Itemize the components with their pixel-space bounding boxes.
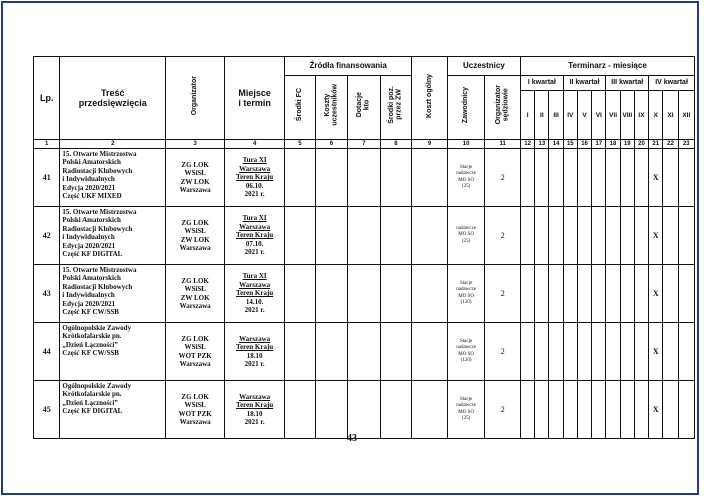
month-cell-x: X [649,323,663,381]
row-srodki-poz [380,381,412,439]
table-row [34,149,695,207]
month-cell [620,207,634,265]
month-cell [535,381,549,439]
row-tresc: Ogólnopolskie Zawody Krótkofalarskie pn. „Dzień Łączności” Część KF CW/SSB [60,323,166,381]
row-sedziowie: 2 [485,207,521,265]
row-dotacje [348,207,381,265]
column-number: 10 [447,140,485,149]
month-cell [663,149,678,207]
row-miejsce: Warszawa Teren Kraju [236,334,274,352]
month-cell [535,323,549,381]
row-koszty [315,207,348,265]
month-cell [549,323,563,381]
month-cell [563,149,577,207]
header-miejsce: Miejsce i termin [225,57,285,140]
month-label: X [649,91,663,140]
row-dotacje [348,149,381,207]
month-cell [563,381,577,439]
row-koszty [315,381,348,439]
row-srodki-poz [380,323,412,381]
row-termin: 14.10. 2021 r. [244,297,265,315]
row-koszty [315,149,348,207]
column-number: 17 [592,140,606,149]
month-label: V [577,91,591,140]
header-uczestnicy: Uczestnicy [447,57,520,76]
month-cell [577,207,591,265]
column-number: 3 [166,140,225,149]
month-cell [521,207,535,265]
column-number: 21 [649,140,663,149]
column-number: 19 [620,140,634,149]
month-label: II [535,91,549,140]
row-zawodnicy: nadawcze MO SO (25) [447,207,485,265]
month-cell [535,207,549,265]
header-koszt-ogolny: Koszt ogólny [412,57,448,140]
month-cell [577,265,591,323]
column-number: 2 [60,140,166,149]
row-koszt-ogolny [412,323,448,381]
month-cell [549,207,563,265]
row-dotacje [348,381,381,439]
row-miejsce: Tura XI Warszawa Teren Kraju [236,156,274,182]
month-cell [606,265,620,323]
month-cell [634,381,648,439]
month-cell [521,381,535,439]
quarter-label: IV kwartał [649,76,695,91]
month-cell [634,323,648,381]
row-miejsce: Tura XI Warszawa Teren Kraju [236,272,274,298]
row-lp: 42 [34,207,60,265]
row-tresc: 15. Otwarte Mistrzostwa Polski Amatorskich Radiostacji Klubowych i Indywidualnych Edycja 2020/2021 Część KF CW/SSB [60,265,166,323]
column-number: 15 [563,140,577,149]
month-cell [577,149,591,207]
row-srodki-fc [285,149,316,207]
row-organizator: ZG LOK WSiSŁ ZW LOK Warszawa [166,149,225,207]
month-cell [663,381,678,439]
month-cell [620,265,634,323]
row-koszt-ogolny [412,149,448,207]
header-organizator: Organizator [166,57,225,140]
header-dotacje: Dotacje kto [348,76,381,140]
quarter-label: I kwartał [521,76,564,91]
row-srodki-poz [380,207,412,265]
month-cell [634,207,648,265]
month-label: XI [663,91,678,140]
column-number: 4 [225,140,285,149]
month-cell [620,149,634,207]
column-number: 13 [535,140,549,149]
row-sedziowie: 2 [485,149,521,207]
row-organizator: ZG LOK WSiSŁ ZW LOK Warszawa [166,207,225,265]
month-cell [549,149,563,207]
row-koszt-ogolny [412,381,448,439]
row-lp: 44 [34,323,60,381]
column-number: 14 [549,140,563,149]
row-lp: 45 [34,381,60,439]
month-cell [606,207,620,265]
month-cell [563,265,577,323]
row-zawodnicy: Stacje nadawcze MO SO (25) [447,149,485,207]
month-cell [606,381,620,439]
month-cell [521,323,535,381]
month-cell [577,381,591,439]
quarter-label: III kwartał [606,76,649,91]
month-label: IV [563,91,577,140]
row-miejsce: Warszawa Teren Kraju [236,392,274,410]
row-miejsce: Tura XI Warszawa Teren Kraju [236,214,274,240]
column-number: 20 [634,140,648,149]
column-number: 23 [678,140,694,149]
month-cell [663,207,678,265]
month-label: VI [592,91,606,140]
header-organizator-sedziowie: Organizator sędziowie [485,76,521,140]
column-number: 18 [606,140,620,149]
month-cell [549,265,563,323]
month-cell [678,149,694,207]
row-organizator: ZG LOK WSiSŁ WOT PZK Warszawa [166,323,225,381]
month-cell [678,265,694,323]
schedule-table [33,56,695,439]
month-cell [678,207,694,265]
row-termin: 18.10 2021 r. [244,409,265,426]
month-cell [563,207,577,265]
row-koszt-ogolny [412,207,448,265]
row-zawodnicy: Stacje nadawcze MO SO (120) [447,265,485,323]
row-tresc: 15. Otwarte Mistrzostwa Polski Amatorskich Radiostacji Klubowych i Indywidualnych Edycja 2020/2021 Część KF DIGITAL [60,207,166,265]
row-termin: 18.10 2021 r. [244,351,265,368]
column-number: 8 [380,140,412,149]
row-srodki-fc [285,381,316,439]
row-tresc: 15. Otwarte Mistrzostwa Polski Amatorskich Radiostacji Klubowych i Indywidualnych Edycja 2020/2021 Część UKF MIXED [60,149,166,207]
month-cell-x: X [649,265,663,323]
row-sedziowie: 2 [485,381,521,439]
month-cell [663,323,678,381]
month-cell [592,381,606,439]
month-label: III [549,91,563,140]
month-cell [577,323,591,381]
row-srodki-poz [380,265,412,323]
month-cell [678,381,694,439]
row-miejsce-termin [225,323,285,381]
table-row [34,265,695,323]
header-terminarz: Terminarz - miesiące [521,57,695,76]
table-row [34,207,695,265]
month-cell [606,149,620,207]
row-dotacje [348,265,381,323]
row-lp: 43 [34,265,60,323]
month-cell [663,265,678,323]
month-label: XII [678,91,694,140]
month-cell [592,207,606,265]
month-label: VII [606,91,620,140]
header-zrodla: Źródła finansowania [285,57,412,76]
month-cell [535,149,549,207]
header-tresc: Treść przedsięwzięcia [60,57,166,140]
row-miejsce-termin [225,381,285,439]
column-number: 16 [577,140,591,149]
month-cell [634,265,648,323]
month-cell [521,149,535,207]
row-tresc: Ogólnopolskie Zawody Krótkofalarskie pn. „Dzień Łączności” Część KF DIGITAL [60,381,166,439]
row-lp: 41 [34,149,60,207]
header-srodki-fc: Środki FC [285,76,316,140]
row-srodki-fc [285,207,316,265]
row-miejsce-termin [225,265,285,323]
column-number: 1 [34,140,60,149]
column-number: 6 [315,140,348,149]
row-organizator: ZG LOK WSiSŁ ZW LOK Warszawa [166,265,225,323]
row-dotacje [348,323,381,381]
column-number-row [34,140,695,149]
column-number: 11 [485,140,521,149]
month-cell [535,265,549,323]
row-zawodnicy: Stacje nadawcze MO SO (25) [447,381,485,439]
column-number: 12 [521,140,535,149]
header-srodki-poz: Środki poz. przez ZW [380,76,412,140]
row-sedziowie: 2 [485,323,521,381]
month-cell [521,265,535,323]
table-row [34,381,695,439]
column-number: 7 [348,140,381,149]
row-srodki-fc [285,323,316,381]
quarter-label: II kwartał [563,76,606,91]
month-cell [634,149,648,207]
month-cell [592,323,606,381]
month-cell [620,323,634,381]
month-cell-x: X [649,207,663,265]
month-cell-x: X [649,381,663,439]
row-koszty [315,323,348,381]
row-organizator: ZG LOK WSiSŁ WOT PZK Warszawa [166,381,225,439]
row-srodki-fc [285,265,316,323]
month-cell [606,323,620,381]
column-number: 5 [285,140,316,149]
page-number: 43 [347,433,357,444]
row-zawodnicy: Stacje nadawcze MO SO (120) [447,323,485,381]
header-zawodnicy: Zawodnicy [447,76,485,140]
row-koszty [315,265,348,323]
month-cell [592,265,606,323]
row-termin: 07.10. 2021 r. [244,239,265,257]
row-miejsce-termin [225,149,285,207]
header-koszty: Koszty uczestników [315,76,348,140]
header-lp: Lp. [34,57,60,140]
column-number: 22 [663,140,678,149]
month-cell [620,381,634,439]
month-label: IX [634,91,648,140]
month-cell [592,149,606,207]
table-row [34,323,695,381]
month-cell [549,381,563,439]
month-label: VIII [620,91,634,140]
row-miejsce-termin [225,207,285,265]
month-cell-x: X [649,149,663,207]
row-termin: 06.10. 2021 r. [244,181,265,199]
month-cell [563,323,577,381]
month-cell [678,323,694,381]
column-number: 9 [412,140,448,149]
month-label: I [521,91,535,140]
row-koszt-ogolny [412,265,448,323]
row-sedziowie: 2 [485,265,521,323]
row-srodki-poz [380,149,412,207]
